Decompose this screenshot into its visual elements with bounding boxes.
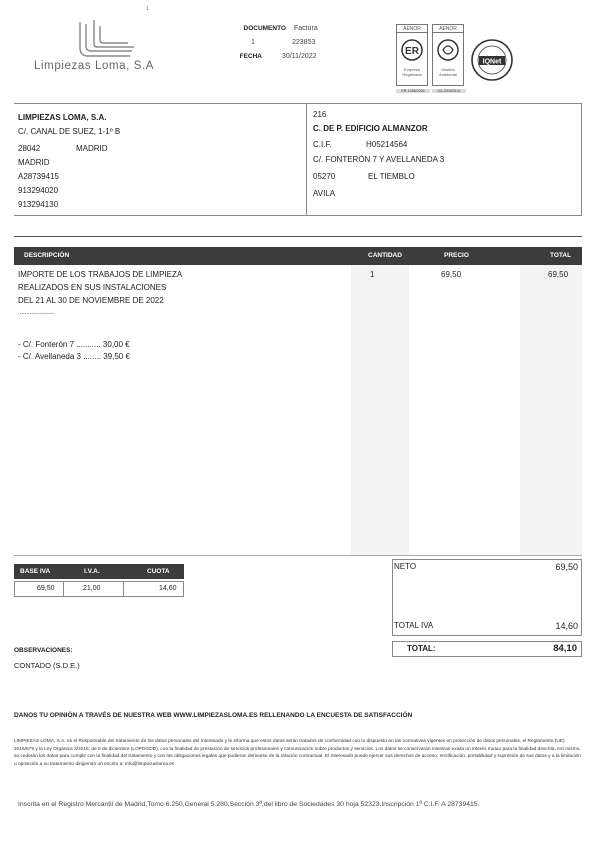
item-description-line-3: DEL 21 AL 30 DE NOVIEMBRE DE 2022 <box>18 296 164 305</box>
tax-header <box>14 564 184 579</box>
issuer-phone-2: 913294130 <box>18 200 59 209</box>
observations-text: CONTADO (S.D.E.) <box>14 661 80 670</box>
header-price: PRECIO <box>444 252 469 259</box>
header-quantity: CANTIDAD <box>368 252 402 259</box>
issuer-cif: A28739415 <box>18 172 59 181</box>
issuer-city: MADRID <box>76 144 108 153</box>
client-name: C. DE P. EDIFICIO ALMANZOR <box>313 124 428 133</box>
item-quantity: 1 <box>370 270 375 279</box>
table-top-rule <box>14 236 582 237</box>
net-label: NETO <box>394 562 417 571</box>
header-description: DESCRIPCIÓN <box>24 252 70 259</box>
tax-separator <box>63 582 64 596</box>
client-cif-label: C.I.F. <box>313 140 332 149</box>
document-number: 223853 <box>292 39 316 46</box>
date-label: FECHA <box>239 53 262 60</box>
cert-ga-badge <box>432 24 464 93</box>
item-price: 69,50 <box>441 270 462 279</box>
client-cif: H05214564 <box>366 140 408 149</box>
issuer-province: MADRID <box>18 158 50 167</box>
svg-text:ER: ER <box>405 46 419 57</box>
vat-value: 14,60 <box>555 621 578 631</box>
tax-base-value: 69,50 <box>37 585 55 592</box>
tax-header-base: BASE IVA <box>20 568 51 575</box>
detail-line-2: - C/. Avellaneda 3 ........ 39,50 € <box>18 352 130 361</box>
issuer-street: C/. CANAL DE SUEZ, 1-1º B <box>18 127 121 136</box>
svg-text:IQNet: IQNet <box>482 58 502 66</box>
detail-line-1: - C/. Fonterón 7 ........... 30,00 € <box>18 340 130 349</box>
document-date: 30/11/2022 <box>282 53 317 60</box>
cert-ga-code: GA-2004/0101 <box>432 89 466 93</box>
registry-text: Inscrita en el Registro Mercantil de Madrid,Tomo 6.250,General 5.280,Sección 3ª,del libro de Sociedades 30 hoja 52323,Inscripción 1ª C.I.F. A 28739415. <box>18 801 480 808</box>
client-postal-code: 05270 <box>313 172 336 181</box>
item-description-line-2: REALIZADOS EN SUS INSTALACIONES <box>18 283 167 292</box>
client-code: 216 <box>313 110 327 119</box>
privacy-text: LIMPIEZAS LOMA, S.A. es el Responsable del tratamiento de los datos personales del Interesado y le informa que estos datos serán tratados de conformidad con lo dispuesto en las normativas vigentes en protección de datos personales, el Reglamento (UE) 2016/679 y la Ley Orgánica 3/2018, de 5 de diciembre (LOPDGDD), con la finalidad de prestación de servicios profesionales y comunicación sobre productos y servicios. Los datos se conservarán mientras exista un interés mutuo para la finalidad descrita. Así mismo, se cederán los datos para cumplir con la finalidad del tratamiento y con las obligaciones legales que pudieran derivarse de la relación contractual. El Interesado puede ejercer sus derechos de acceso, rectificación, portabilidad y supresión de sus datos y a la limitación u oposición a su tratamiento dirigiendo un escrito a: info@limpiezasloma.es <box>14 739 581 767</box>
tax-header-rate: I.V.A. <box>84 568 100 575</box>
header-total: TOTAL <box>550 252 572 259</box>
tax-header-quota: CUOTA <box>147 568 170 575</box>
client-street: C/. FONTERÓN 7 Y AVELLANEDA 3 <box>313 155 445 164</box>
observations-label: OBSERVACIONES: <box>14 647 73 654</box>
item-description-line-1: IMPORTE DE LOS TRABAJOS DE LIMPIEZA <box>18 270 183 279</box>
quantity-column <box>351 265 409 555</box>
er-icon <box>401 39 423 61</box>
cert-er-top: AENOR <box>397 25 427 33</box>
total-label: TOTAL: <box>407 644 436 653</box>
iqnet-icon <box>470 38 514 82</box>
survey-text: DANOS TU OPINIÓN A TRAVÉS DE NUESTRA WEB WWW.LIMPIEZASLOMA.ES RELLENANDO LA ENCUESTA DE SATISFACCIÓN <box>14 712 413 719</box>
tax-quota-value: 14,60 <box>159 585 177 592</box>
total-value: 84,10 <box>553 643 577 654</box>
document-label: DOCUMENTO <box>243 25 286 32</box>
cert-ga-caption: Gestión Ambiental <box>439 67 457 77</box>
address-divider <box>306 103 307 216</box>
vat-label: TOTAL IVA <box>394 621 434 630</box>
table-row <box>18 269 348 329</box>
item-total: 69,50 <box>548 270 569 279</box>
item-description-dots: ...................... <box>18 310 55 316</box>
net-value: 69,50 <box>555 562 578 572</box>
tax-rate-value: 21,00 <box>83 585 101 592</box>
cert-er-caption: Empresa Registrada <box>402 67 422 77</box>
cert-ga-top: AENOR <box>433 25 463 33</box>
tax-separator <box>123 582 124 596</box>
cert-er-badge <box>396 24 428 93</box>
items-table-header <box>14 247 582 265</box>
issuer-name: LIMPIEZAS LOMA, S.A. <box>18 113 107 122</box>
total-column <box>520 265 582 555</box>
client-province: AVILA <box>313 189 336 198</box>
company-logo-icon <box>70 18 140 60</box>
ga-icon <box>437 39 459 61</box>
page-mark: 1 <box>146 6 149 12</box>
issuer-postal-code: 28042 <box>18 144 41 153</box>
document-type: Factura <box>294 25 318 32</box>
document-info <box>226 22 346 66</box>
cert-er-code: ER-1456/2004 <box>396 89 430 93</box>
document-series: 1 <box>251 39 255 46</box>
total-box <box>392 641 582 657</box>
issuer-phone-1: 913294020 <box>18 186 59 195</box>
client-city: EL TIEMBLO <box>368 172 415 181</box>
table-bottom-rule <box>14 555 582 556</box>
company-logo-text: Limpiezas Loma, S.A <box>34 60 155 72</box>
tax-row <box>14 581 184 597</box>
